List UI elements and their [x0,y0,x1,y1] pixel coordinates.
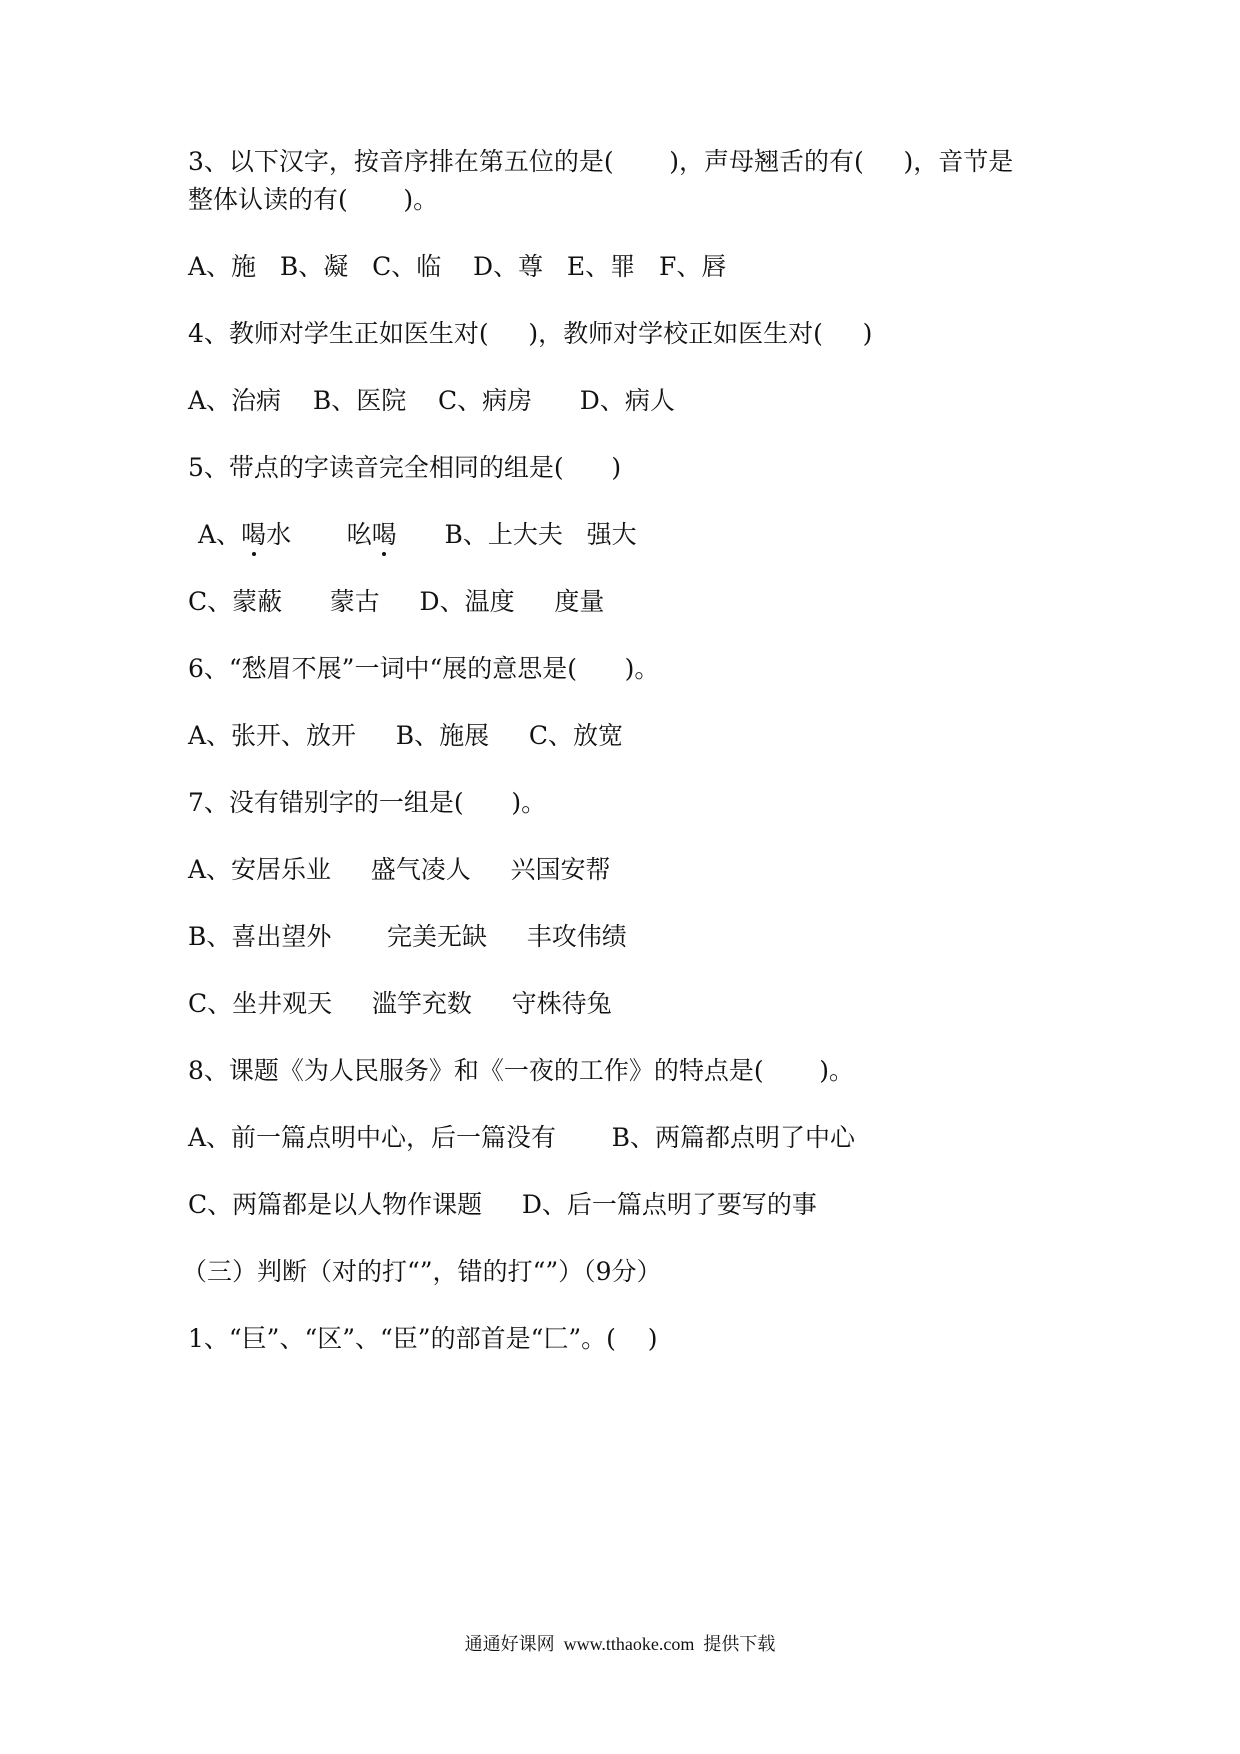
q5-opt-a-gap [291,520,347,549]
q6-stem: 6、“愁眉不展”一词中“展的意思是( )。 [188,654,660,683]
q4-stem: 4、教师对学生正如医生对( )，教师对学校正如医生对( ) [188,319,873,348]
q3-stem-line2: 整体认读的有( )。 [188,185,439,214]
q5-opt-a-label: A、 [198,520,242,549]
q7-option-c: C、坐井观天 滥竽充数 守株待兔 [188,989,612,1018]
dotted-char: 喝 [371,520,397,549]
q7-stem: 7、没有错别字的一组是( )。 [188,788,547,817]
q5-opt-a-word2-head: 吆 [346,520,372,549]
q5-options-cd: C、蒙蔽 蒙古 D、温度 度量 [188,587,605,616]
q7-option-a: A、安居乐业 盛气凌人 兴国安帮 [188,855,611,884]
dotted-char: 喝 [241,520,267,549]
page-footer: 通通好课网 www.tthaoke.com 提供下载 [464,1634,776,1654]
q6-options: A、张开、放开 B、施展 C、放宽 [188,721,624,750]
q3-stem-line1: 3、以下汉字，按音序排在第五位的是( )，声母翘舌的有( )，音节是 [188,147,1014,176]
q7-option-b: B、喜出望外 完美无缺 丰攻伟绩 [188,922,627,951]
q3-options: A、施 B、凝 C、临 D、尊 E、罪 F、唇 [188,252,727,281]
section3-q1: 1、“巨”、“区”、“臣”的部首是“匚”。( ) [188,1324,658,1353]
q8-options-cd: C、两篇都是以人物作课题 D、后一篇点明了要写的事 [188,1190,817,1219]
q5-opt-a-word1-rest: 水 [266,520,292,549]
q5-options-ab [198,519,637,551]
section3-heading: （三）判断（对的打“”，错的打“”）（9分） [182,1257,662,1286]
q4-options: A、治病 B、医院 C、病房 D、病人 [188,386,675,415]
q5-opt-b: B、上大夫 强大 [396,520,637,549]
q8-options-ab: A、前一篇点明中心，后一篇没有 B、两篇都点明了中心 [188,1123,856,1152]
q8-stem: 8、课题《为人民服务》和《一夜的工作》的特点是( )。 [188,1056,855,1085]
q5-stem: 5、带点的字读音完全相同的组是( ) [188,453,622,482]
